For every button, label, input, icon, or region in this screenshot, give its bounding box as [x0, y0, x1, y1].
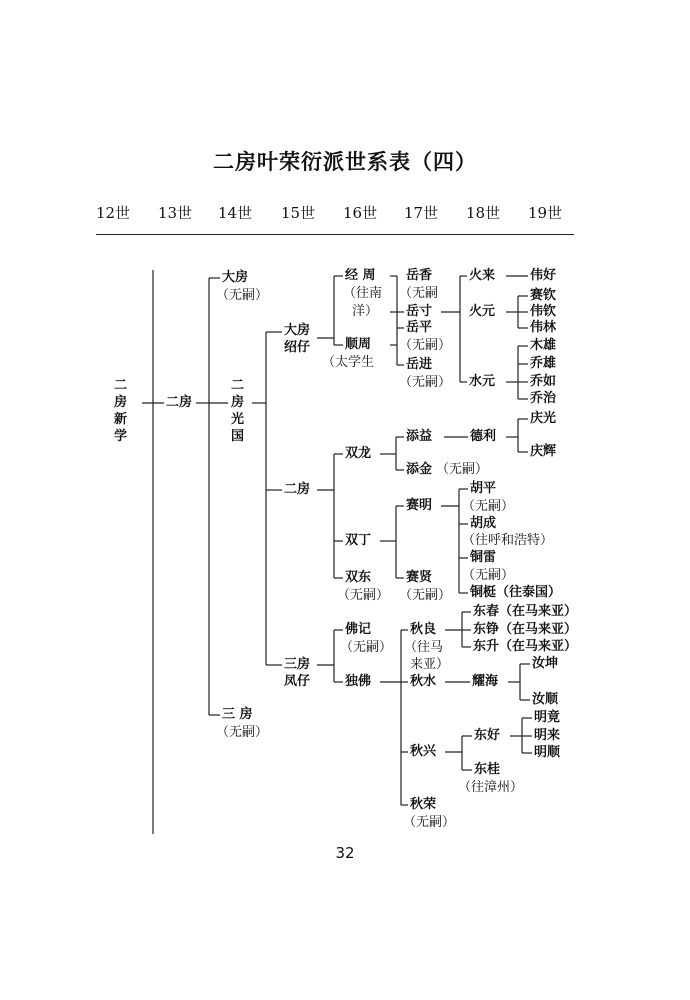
person-18-dongsheng: 东升（在马来亚） — [473, 639, 578, 654]
person-13-erfang: 二房 — [166, 395, 193, 410]
person-17-yueping: 岳平 — [406, 320, 433, 335]
person-14-dafang: 大房 — [222, 270, 249, 285]
note-17-qiurong: （无嗣） — [403, 815, 456, 830]
person-17-yuecun: 岳寸 — [406, 304, 433, 319]
person-15-fengzi-line2: 凤仔 — [284, 674, 311, 689]
person-18-dongchun: 东春（在马来亚） — [473, 604, 578, 619]
note-17-saixian: （无嗣） — [399, 588, 452, 603]
note-17-qiuliang-1: （往马 — [404, 640, 444, 655]
person-18-dongzheng: 东铮（在马来亚） — [473, 622, 578, 637]
person-18-tongting: 铜梃（往泰国） — [470, 585, 562, 600]
person-18-donggui: 东桂 — [474, 762, 501, 777]
person-19-mingshun: 明顺 — [534, 745, 561, 760]
generation-header-12: 12世 — [96, 204, 131, 222]
person-17-qiuliang: 秋良 — [410, 622, 437, 637]
person-19-qiaozhi: 乔治 — [530, 391, 557, 406]
generation-header-16: 16世 — [343, 204, 378, 222]
person-18-huping: 胡平 — [470, 481, 497, 496]
person-15-fengzi-line1: 三房 — [284, 657, 311, 672]
person-19-qiaoxiong: 乔雄 — [530, 356, 557, 371]
person-18-yaohai: 耀海 — [472, 674, 499, 689]
person-19-qingguang: 庆光 — [530, 411, 557, 426]
person-18-tonglei: 铜雷 — [470, 550, 497, 565]
note-18-hucheng: （往呼和浩特） — [462, 533, 554, 548]
person-19-weilin: 伟林 — [530, 320, 557, 335]
generation-header-15: 15世 — [281, 204, 316, 222]
generation-header-13: 13世 — [158, 204, 193, 222]
person-19-muxiong: 木雄 — [530, 338, 557, 353]
person-19-qiaoru: 乔如 — [530, 374, 557, 389]
generation-header-14: 14世 — [218, 204, 253, 222]
generation-header-17: 17世 — [404, 204, 439, 222]
note-16-foji: （无嗣） — [340, 640, 393, 655]
person-17-qiushui: 秋水 — [410, 674, 437, 689]
person-17-yuexiang: 岳香 — [406, 268, 433, 283]
person-17-saixian: 赛贤 — [406, 570, 433, 585]
note-17-yuexiang: （无嗣 — [399, 286, 439, 301]
person-17-qiurong: 秋荣 — [410, 797, 437, 812]
person-19-weiqin: 伟钦 — [530, 304, 557, 319]
person-18-huolai: 火来 — [469, 268, 496, 283]
generation-header-19: 19世 — [528, 204, 563, 222]
person-16-shuanglong: 双龙 — [345, 446, 372, 461]
person-15-shaozi-line1: 大房 — [284, 323, 311, 338]
person-17-yuejin: 岳进 — [406, 357, 433, 372]
person-19-rukun: 汝坤 — [532, 656, 559, 671]
person-16-dufo: 独佛 — [345, 674, 372, 689]
page-title: 二房叶荣衍派世系表（四） — [213, 150, 477, 174]
person-19-qinghui: 庆辉 — [530, 444, 557, 459]
person-17-tianyi: 添益 — [406, 429, 433, 444]
note-16-shunzhou: （太学生 — [322, 355, 375, 370]
person-18-deli: 德利 — [470, 429, 497, 444]
note-16-jingzhou-1: （往南 — [343, 286, 383, 301]
note-16-jingzhou-2: 洋） — [352, 304, 379, 319]
person-14-sanfang: 三 房 — [222, 707, 253, 722]
person-14-guangguo: 二房光国 — [231, 378, 245, 444]
person-16-shuangding: 双丁 — [345, 533, 372, 548]
person-19-weihao: 伟好 — [530, 268, 557, 283]
person-17-saiming: 赛明 — [406, 498, 433, 513]
note-18-huping: （无嗣） — [462, 499, 515, 514]
person-19-saiqin: 赛钦 — [530, 288, 557, 303]
person-15-shaozi-line2: 绍仔 — [284, 340, 311, 355]
person-15-erfang: 二房 — [284, 482, 311, 497]
note-18-donggui: （往漳州） — [458, 780, 524, 795]
person-17-tianjin: 添金 — [406, 462, 433, 477]
note-18-tonglei: （无嗣） — [462, 568, 515, 583]
person-17-qiuxing: 秋兴 — [410, 744, 437, 759]
person-12-xinxue: 二房新学 — [114, 378, 128, 444]
note-14-dafang: （无嗣） — [216, 288, 269, 303]
note-17-qiuliang-2: 来亚） — [410, 657, 450, 672]
person-16-shuangdong: 双东 — [345, 570, 372, 585]
generation-header-18: 18世 — [466, 204, 501, 222]
person-16-shunzhou: 顺周 — [345, 337, 372, 352]
note-17-yuejin: （无嗣） — [399, 375, 452, 390]
person-16-foji: 佛记 — [345, 622, 372, 637]
note-17-tianjin: （无嗣） — [436, 462, 489, 477]
note-17-yueping: （无嗣） — [399, 338, 452, 353]
page-number: 32 — [335, 844, 355, 862]
person-18-hucheng: 胡成 — [470, 516, 497, 531]
note-14-sanfang: （无嗣） — [216, 725, 269, 740]
person-19-minghong: 明竟 — [534, 710, 561, 725]
note-16-shuangdong: （无嗣） — [337, 588, 390, 603]
person-16-jingzhou: 经 周 — [345, 268, 376, 283]
person-19-rushun: 汝顺 — [532, 692, 559, 707]
person-18-donghao: 东好 — [474, 728, 501, 743]
person-19-minglai: 明来 — [534, 728, 561, 743]
person-18-huoyuan: 火元 — [469, 304, 496, 319]
person-18-shuiyuan: 水元 — [469, 374, 496, 389]
